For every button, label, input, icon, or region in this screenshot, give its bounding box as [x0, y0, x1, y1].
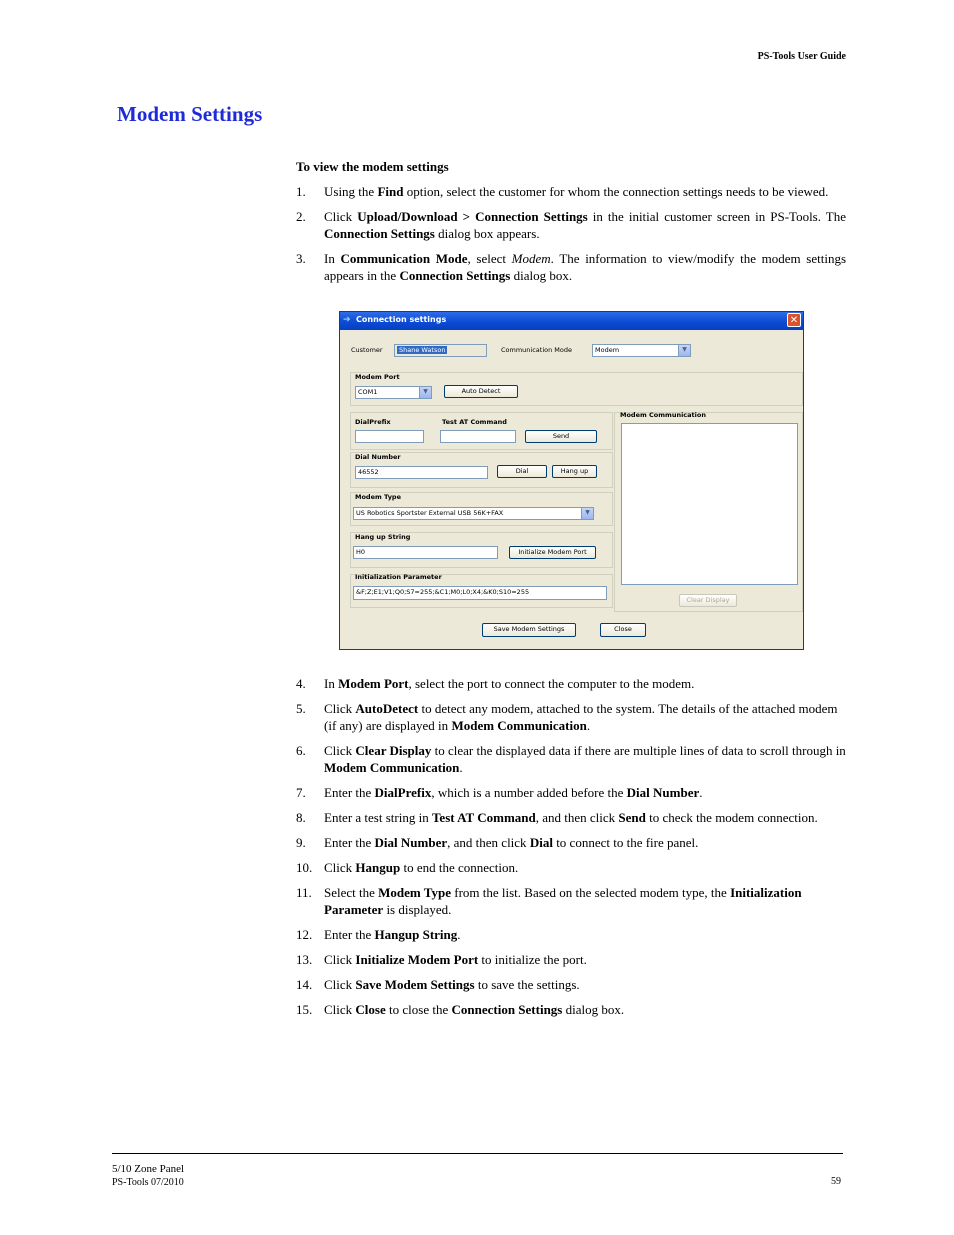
app-icon: ➔ [343, 315, 351, 325]
dialog-close-button[interactable]: Close [600, 623, 646, 637]
step-item [296, 1001, 846, 1018]
step-item [296, 976, 846, 993]
step-item [296, 675, 846, 692]
chevron-down-icon: ▼ [581, 508, 593, 519]
step-item [296, 926, 846, 943]
step-item [296, 208, 846, 242]
step-text: Enter a test string in Test AT Command, and then click Send to check the modem connection. [324, 810, 818, 825]
step-text: In Communication Mode, select Modem. The information to view/modify the modem settings appears in the Connection Settings dialog box. [324, 251, 846, 283]
hang-up-button[interactable]: Hang up [552, 465, 597, 478]
step-number: 15. [296, 1002, 313, 1017]
dialog-title: Connection settings [356, 315, 447, 324]
send-button[interactable]: Send [525, 430, 597, 443]
chevron-down-icon: ▼ [678, 345, 690, 356]
page-title: Modem Settings [117, 102, 263, 126]
dial-prefix-input[interactable] [355, 430, 424, 443]
step-number: 12. [296, 927, 313, 942]
step-number: 8. [296, 810, 306, 825]
footer-rule [112, 1153, 843, 1154]
modem-communication-label: Modem Communication [620, 411, 706, 419]
customer-label: Customer [351, 346, 383, 354]
step-number: 2. [296, 209, 306, 224]
step-item [296, 250, 846, 284]
footer-product: 5/10 Zone Panel [112, 1163, 185, 1175]
step-item [296, 809, 846, 826]
test-at-command-label: Test AT Command [442, 418, 507, 426]
step-text: In Modem Port, select the port to connect the computer to the modem. [324, 676, 695, 691]
modem-type-label: Modem Type [355, 493, 401, 501]
step-text: Click Close to close the Connection Settings dialog box. [324, 1002, 625, 1017]
dial-number-input[interactable]: 46552 [355, 466, 488, 479]
test-at-command-input[interactable] [440, 430, 516, 443]
modem-port-label: Modem Port [355, 373, 400, 381]
initialize-modem-port-button[interactable]: Initialize Modem Port [509, 546, 596, 559]
close-icon[interactable]: ✕ [787, 313, 801, 327]
dial-prefix-label: DialPrefix [355, 418, 391, 426]
hang-up-string-label: Hang up String [355, 533, 411, 541]
connection-settings-dialog [339, 311, 804, 650]
step-item [296, 700, 846, 734]
step-text: Using the Find option, select the customer for whom the connection settings needs to be viewed. [324, 184, 829, 199]
step-text: Click AutoDetect to detect any modem, attached to the system. The details of the attached modem (if any) are displayed in Modem Communication. [324, 701, 838, 733]
clear-display-button[interactable]: Clear Display [679, 594, 737, 607]
step-text: Click Save Modem Settings to save the settings. [324, 977, 580, 992]
step-number: 11. [296, 885, 312, 900]
step-text: Enter the Dial Number, and then click Dial to connect to the fire panel. [324, 835, 699, 850]
step-number: 9. [296, 835, 306, 850]
step-number: 4. [296, 676, 306, 691]
step-text: Click Upload/Download > Connection Settings in the initial customer screen in PS-Tools. The Connection Settings dialog box appears. [324, 209, 846, 241]
communication-mode-label: Communication Mode [501, 346, 573, 354]
communication-mode-select[interactable]: Modem ▼ [592, 344, 691, 357]
customer-field[interactable]: Shane Watson [394, 344, 487, 357]
step-text: Click Hangup to end the connection. [324, 860, 519, 875]
step-number: 10. [296, 860, 313, 875]
auto-detect-button[interactable]: Auto Detect [444, 385, 518, 398]
modem-communication-display[interactable] [621, 423, 798, 585]
dialog-titlebar [340, 312, 803, 330]
modem-port-select[interactable]: COM1 ▼ [355, 386, 432, 399]
dial-button[interactable]: Dial [497, 465, 547, 478]
procedure-heading: To view the modem settings [296, 159, 449, 174]
step-item [296, 834, 846, 851]
step-item [296, 742, 846, 776]
step-item [296, 784, 846, 801]
page-number: 59 [831, 1176, 841, 1187]
initialization-parameter-label: Initialization Parameter [355, 573, 442, 581]
step-number: 1. [296, 184, 306, 199]
running-header: PS-Tools User Guide [757, 51, 846, 62]
step-item [296, 951, 846, 968]
modem-type-select[interactable]: US Robotics Sportster External USB 56K+FAX ▼ [353, 507, 594, 520]
step-item [296, 884, 846, 918]
step-number: 5. [296, 701, 306, 716]
step-number: 7. [296, 785, 306, 800]
save-modem-settings-button[interactable]: Save Modem Settings [482, 623, 576, 637]
steps-list-2 [296, 675, 846, 1026]
steps-list-1 [296, 183, 846, 292]
step-text: Click Clear Display to clear the displayed data if there are multiple lines of data to scroll through in Modem Communication. [324, 743, 846, 775]
initialization-parameter-input[interactable]: &F;Z;E1;V1;Q0;S7=255;&C1;M0;L0;X4;&K0;S10=255 [353, 586, 607, 600]
step-number: 14. [296, 977, 313, 992]
step-item [296, 183, 846, 200]
step-text: Select the Modem Type from the list. Based on the selected modem type, the Initialization Parameter is displayed. [324, 885, 802, 917]
step-item [296, 859, 846, 876]
step-number: 6. [296, 743, 306, 758]
hang-up-string-input[interactable]: H0 [353, 546, 498, 559]
step-number: 3. [296, 251, 306, 266]
step-text: Enter the Hangup String. [324, 927, 461, 942]
step-number: 13. [296, 952, 313, 967]
step-text: Enter the DialPrefix, which is a number added before the Dial Number. [324, 785, 703, 800]
dial-number-label: Dial Number [355, 453, 401, 461]
footer-doc-id: PS-Tools 07/2010 [112, 1177, 184, 1188]
chevron-down-icon: ▼ [419, 387, 431, 398]
step-text: Click Initialize Modem Port to initialize the port. [324, 952, 587, 967]
